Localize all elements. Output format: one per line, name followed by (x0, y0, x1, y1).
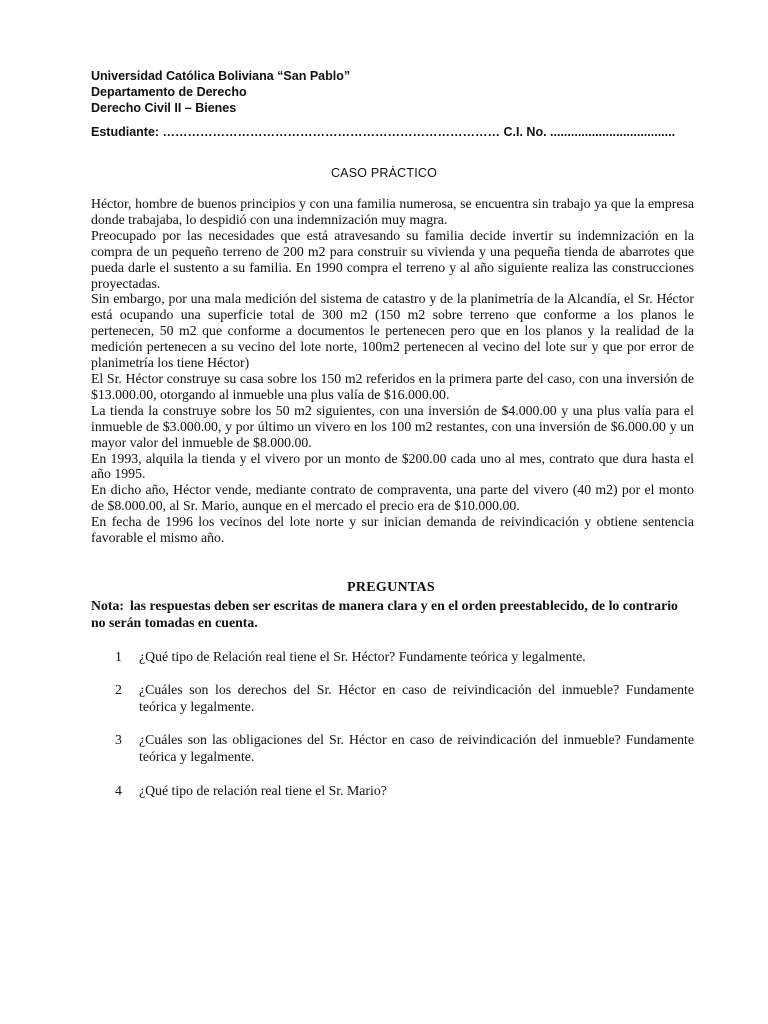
question-text: ¿Cuáles son las obligaciones del Sr. Héctor en caso de reivindicación del inmueble? Fundamente teórica y legalmente. (139, 732, 694, 764)
question-number: 2 (115, 682, 122, 697)
question-text: ¿Cuáles son los derechos del Sr. Héctor en caso de reivindicación del inmueble? Fundamente teórica y legalmente. (139, 682, 694, 714)
note-block (91, 598, 694, 631)
case-body (91, 196, 694, 546)
question-number: 4 (115, 783, 122, 798)
case-paragraph: En 1993, alquila la tienda y el vivero por un monto de $200.00 cada uno al mes, contrato que dura hasta el año 1995. (91, 450, 694, 482)
university-name: Universidad Católica Boliviana “San Pablo” (91, 69, 351, 83)
case-paragraph: En fecha de 1996 los vecinos del lote norte y sur inician demanda de reivindicación y obtiene sentencia favorable el mismo año. (91, 514, 694, 546)
case-paragraph: El Sr. Héctor construye su casa sobre los 150 m2 referidos en la primera parte del caso, con una inversión de $13.000.00, otorgando al inmueble una plus valía de $16.000.00. (91, 370, 694, 402)
department-name: Departamento de Derecho (91, 85, 247, 99)
note-text: las respuestas deben ser escritas de manera clara y en el orden preestablecido, de lo contrario no serán tomadas en cuenta. (91, 598, 678, 630)
case-paragraph: En dicho año, Héctor vende, mediante contrato de compraventa, una parte del vivero (40 m2) por el monto de $8.000.00, al Sr. Mario, aunque en el mercado el precio era de $10.000.00. (91, 482, 694, 514)
course-name: Derecho Civil II – Bienes (91, 101, 237, 115)
questions-title: PREGUNTAS (346, 580, 435, 595)
case-title: CASO PRÁCTICO (330, 166, 438, 180)
question-number: 3 (115, 732, 122, 747)
case-paragraph: Héctor, hombre de buenos principios y con una familia numerosa, se encuentra sin trabajo ya que la empresa donde trabajaba, lo despidió con una indemnización muy magra. (91, 196, 694, 227)
student-id-line: Estudiante: ……………………………………………………………………… C.I. No. .................................... (91, 125, 676, 139)
question-text: ¿Qué tipo de relación real tiene el Sr. Mario? (139, 783, 387, 798)
note-label: Nota: (91, 598, 124, 613)
question-number: 1 (115, 649, 122, 664)
question-text: ¿Qué tipo de Relación real tiene el Sr. Héctor? Fundamente teórica y legalmente. (139, 649, 586, 664)
case-paragraph: Sin embargo, por una mala medición del sistema de catastro y de la planimetría de la Alcandía, el Sr. Héctor está ocupando una superficie total de 300 m2 (150 m2 sobre terreno que conforme a los planos le pertenecen, 50 m2 que conforme a documentos le pertenecen pero que en los planos y la realidad de la medición pertenecen a su vecino del lote norte, 100m2 pertenecen al vecino del lote sur y que por error de planimetría los tiene Héctor) (91, 291, 694, 371)
case-paragraph: Preocupado por las necesidades que está atravesando su familia decide invertir su indemnización en la compra de un pequeño terreno de 200 m2 para construir su vivienda y una pequeña tienda de abarrotes que pueda darle el sustento a su familia. En 1990 compra el terreno y al año siguiente realiza las construcciones proyectadas. (91, 227, 694, 291)
document-header (91, 68, 691, 116)
case-paragraph: La tienda la construye sobre los 50 m2 siguientes, con una inversión de $4.000.00 y una plus valía para el inmueble de $3.000.00, y por último un vivero en los 100 m2 restantes, con una inversión de $6.000.00 y un mayor valor del inmueble de $8.000.00. (91, 402, 694, 450)
